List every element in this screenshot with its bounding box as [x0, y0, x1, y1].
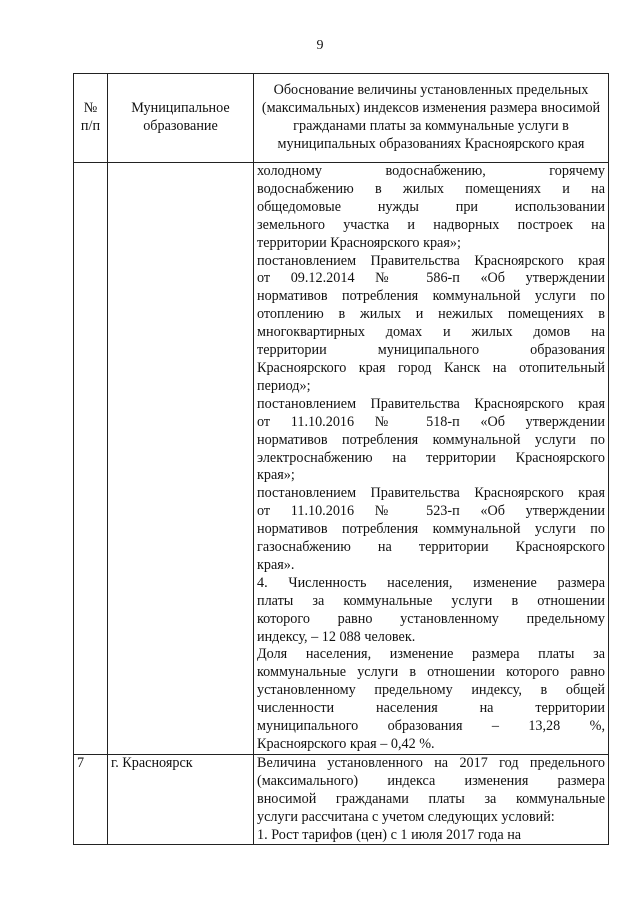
text-line: газоснабжению на территории Красноярского: [257, 539, 605, 556]
text-line: земельного участка и надворных построек на: [257, 216, 605, 233]
text-line: электроснабжению на территории Красноярского: [257, 449, 605, 466]
table-header-row: [74, 74, 609, 163]
text-line: период»;: [257, 377, 311, 394]
text-line: Красноярского края город Канск на отопительный: [257, 359, 605, 376]
text-line: муниципального образования – 13,28 %,: [257, 718, 605, 735]
text-line: нормативов потребления коммунальной услуги по: [257, 288, 605, 305]
text-line: водоснабжению в жилых помещениях и на: [257, 180, 605, 197]
text-line: Доля населения, изменение размера платы за: [257, 646, 605, 663]
row-num: 7: [74, 754, 108, 845]
row-justification: [254, 754, 609, 845]
text-line: многоквартирных домах и жилых домов на: [257, 324, 605, 341]
text-line: отоплению в жилых и нежилых помещениях в: [257, 306, 605, 323]
text-line: общедомовые нужды при использовании: [257, 198, 605, 215]
text-line: коммунальные услуги в отношении которого равно: [257, 664, 605, 681]
text-line: постановлением Правительства Красноярского края: [257, 485, 605, 502]
indices-table: [73, 73, 609, 845]
text-line: которого равно установленному предельному: [257, 610, 605, 627]
text-line: от 09.12.2014 № 586-п «Об утверждении: [257, 270, 605, 287]
text-line: установленному предельному индексу, в общей: [257, 682, 605, 699]
text-line: от 11.10.2016 № 523-п «Об утверждении: [257, 503, 605, 520]
text-line: края»;: [257, 467, 295, 484]
text-line: края».: [257, 556, 295, 573]
text-line: нормативов потребления коммунальной услуги по: [257, 431, 605, 448]
text-line: от 11.10.2016 № 518-п «Об утверждении: [257, 413, 605, 430]
text-line: услуги рассчитана с учетом следующих условий:: [257, 808, 555, 825]
table-row: [74, 163, 609, 755]
header-num: № п/п: [74, 74, 108, 163]
text-line: Величина установленного на 2017 год предельного: [257, 754, 605, 771]
row-justification: [254, 163, 609, 755]
text-line: холодному водоснабжению, горячему: [257, 163, 605, 179]
table-row: [74, 754, 609, 845]
text-line: постановлением Правительства Красноярского края: [257, 252, 605, 269]
text-line: (максимального) индекса изменения размера: [257, 772, 605, 789]
text-line: Красноярского края – 0,42 %.: [257, 736, 435, 752]
text-line: территории муниципального образования: [257, 342, 605, 359]
header-justification: Обоснование величины установленных предельных (максимальных) индексов изменения размера вносимой гражданами платы за коммунальные услуги в муниципальных образованиях Красноярского края: [254, 74, 609, 163]
text-line: численности населения на территории: [257, 700, 605, 717]
row-municipality: [108, 163, 254, 755]
text-line: индексу, – 12 088 человек.: [257, 628, 416, 645]
row-num: [74, 163, 108, 755]
page-number: 9: [316, 38, 324, 53]
text-line: вносимой гражданами платы за коммунальные: [257, 790, 605, 807]
header-municipality: Муниципальное образование: [108, 74, 254, 163]
row-municipality: г. Красноярск: [108, 754, 254, 845]
text-line: территории Красноярского края»;: [257, 234, 461, 251]
text-line: платы за коммунальные услуги в отношении: [257, 592, 605, 609]
text-line: 4. Численность населения, изменение размера: [257, 574, 605, 591]
text-line: постановлением Правительства Красноярского края: [257, 395, 605, 412]
text-line: нормативов потребления коммунальной услуги по: [257, 521, 605, 538]
text-line: 1. Рост тарифов (цен) с 1 июля 2017 года на: [257, 826, 522, 843]
